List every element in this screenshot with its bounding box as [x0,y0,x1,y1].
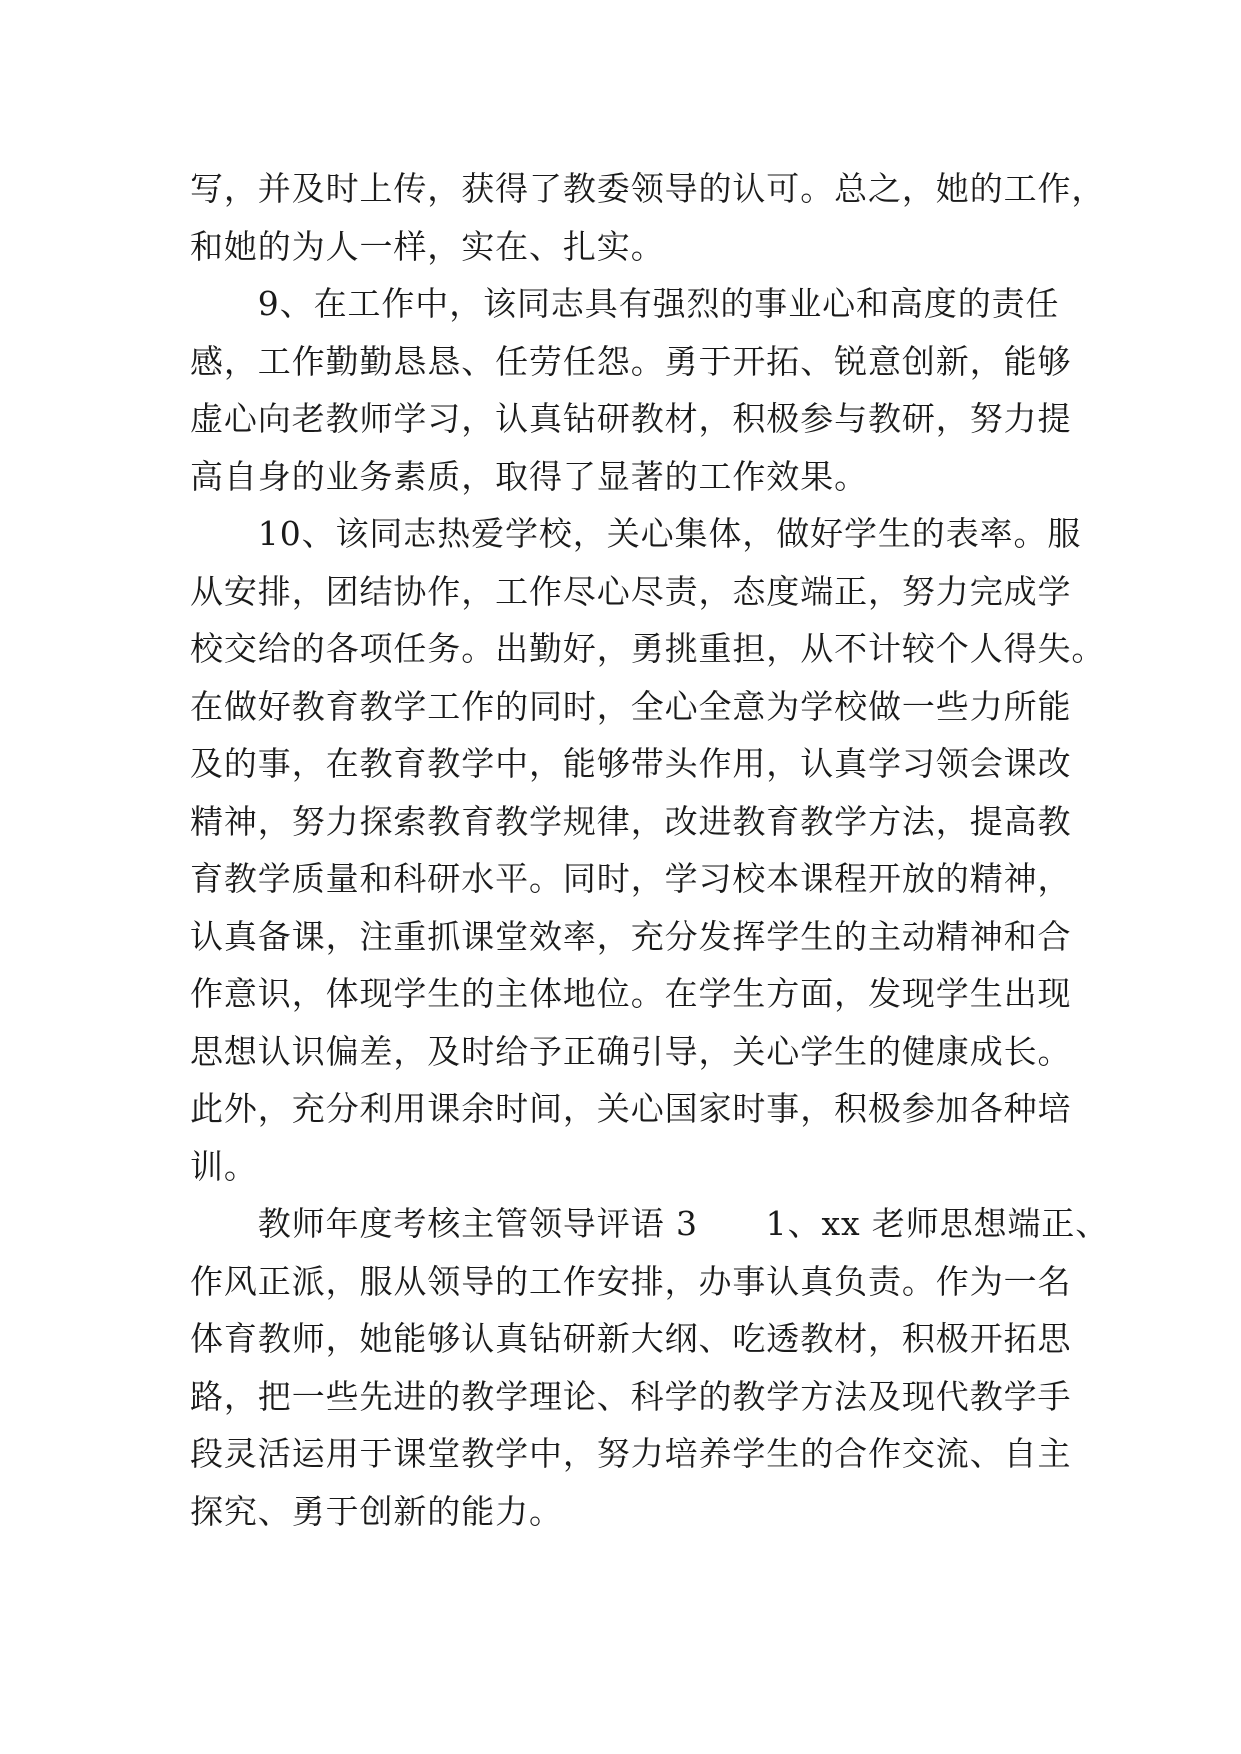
text-line: 作风正派，服从领导的工作安排，办事认真负责。作为一名 [190,1261,1072,1301]
text-line: 段灵活运用于课堂教学中，努力培养学生的合作交流、自主 [190,1434,1072,1473]
text-line: 9、在工作中，该同志具有强烈的事业心和高度的责任 [190,284,1060,323]
text-line: 感，工作勤勤恳恳、任劳任怨。勇于开拓、锐意创新，能够 [190,341,1072,381]
text-line: 训。 [190,1146,258,1186]
text-line: 写，并及时上传，获得了教委领导的认可。总之，她的工作， [190,169,1106,208]
text-line: 在做好教育教学工作的同时，全心全意为学校做一些力所能 [190,686,1072,726]
text-line: 虚心向老教师学习，认真钻研教材，积极参与教研，努力提 [190,399,1072,438]
body-text [190,160,1110,1540]
text-line: 从安排，团结协作，工作尽心尽责，态度端正，努力完成学 [190,571,1072,611]
text-line: 育教学质量和科研水平。同时，学习校本课程开放的精神， [190,859,1072,898]
text-line: 作意识，体现学生的主体地位。在学生方面，发现学生出现 [190,974,1072,1013]
text-line: 高自身的业务素质，取得了显著的工作效果。 [190,456,868,496]
text-line: 10、该同志热爱学校，关心集体，做好学生的表率。服 [190,514,1082,553]
text-line: 精神，努力探索教育教学规律，改进教育教学方法，提高教 [190,801,1072,841]
text-line: 及的事，在教育教学中，能够带头作用，认真学习领会课改 [190,744,1072,783]
text-line: 和她的为人一样，实在、扎实。 [190,226,665,266]
text-line: 路，把一些先进的教学理论、科学的教学方法及现代教学手 [190,1376,1072,1416]
text-line: 认真备课，注重抓课堂效率，充分发挥学生的主动精神和合 [190,916,1072,956]
text-line: 探究、勇于创新的能力。 [190,1491,563,1531]
text-line: 体育教师，她能够认真钻研新大纲、吃透教材，积极开拓思 [190,1319,1072,1358]
text-line: 校交给的各项任务。出勤好，勇挑重担，从不计较个人得失。 [190,629,1106,668]
text-line: 教师年度考核主管领导评语 3 1、xx 老师思想端正、 [190,1204,1110,1243]
text-line: 思想认识偏差，及时给予正确引导，关心学生的健康成长。 [190,1031,1072,1071]
text-line: 此外，充分利用课余时间，关心国家时事，积极参加各种培 [190,1089,1072,1128]
